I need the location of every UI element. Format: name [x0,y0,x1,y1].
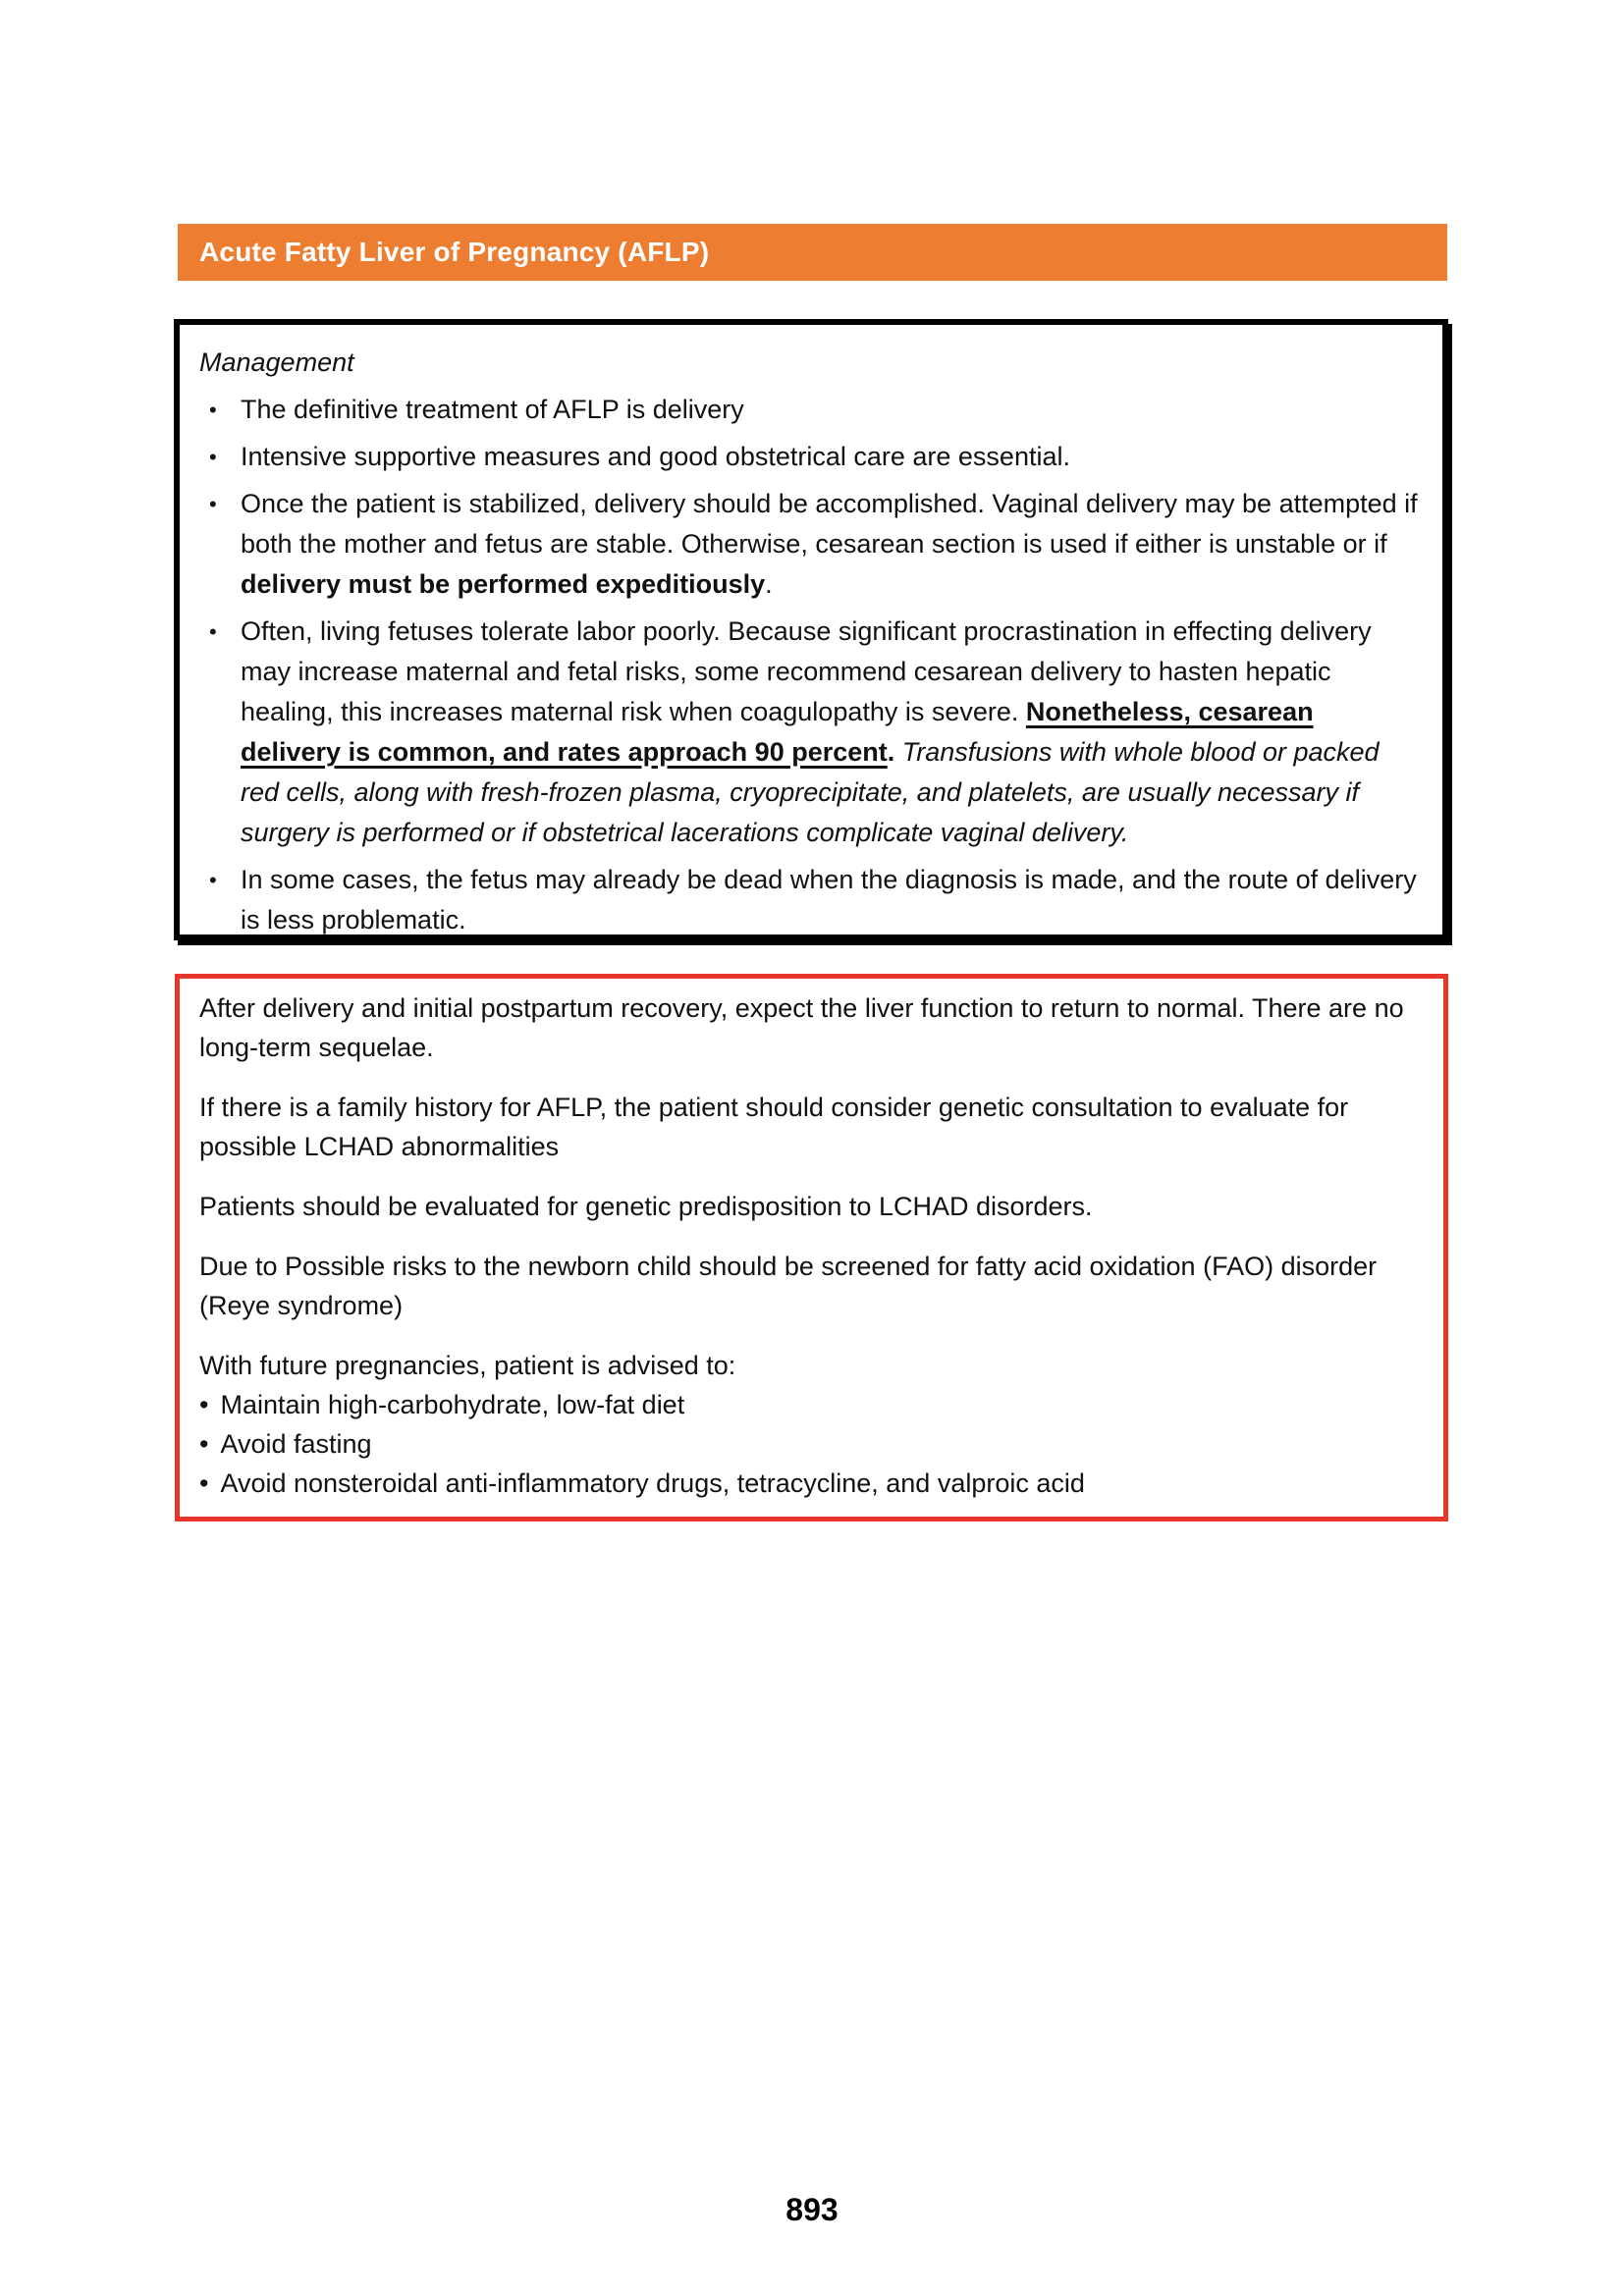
bullet-icon: • [209,619,217,644]
bullet-icon: • [209,868,217,892]
followup-box [175,974,1448,1522]
bullet-icon: • [199,1468,209,1498]
advice-item [199,1464,1420,1503]
bullet-text-bold: delivery must be performed expeditiously [241,569,766,599]
bullet-text-period: . [887,737,902,767]
bullet-text: In some cases, the fetus may already be dead when the diagnosis is made, and the route of delivery is less problematic. [241,865,1417,934]
management-bullet-list [199,390,1419,940]
followup-paragraph: After delivery and initial postpartum recovery, expect the liver function to return to normal. There are no long-term sequelae. [199,993,1404,1062]
bullet-text-italic: Transfusions with whole blood or packed red cells, along with fresh-frozen plasma, cryoprecipitate, and platelets, are usually necessary if surgery is performed or if obstetrical lacerations complicate vaginal delivery. [241,737,1380,847]
advice-text: Maintain high-carbohydrate, low-fat diet [220,1390,685,1419]
list-item [199,484,1419,605]
advice-item [199,1424,1420,1464]
bullet-text: The definitive treatment of AFLP is delivery [241,395,744,424]
section-title: Acute Fatty Liver of Pregnancy (AFLP) [199,237,710,267]
list-item [199,612,1419,853]
advice-block [199,1346,1420,1503]
advice-text: Avoid nonsteroidal anti-inflammatory drugs, tetracycline, and valproic acid [220,1468,1085,1498]
bullet-icon: • [209,398,217,422]
bullet-text [241,489,1418,599]
followup-paragraph: Due to Possible risks to the newborn child should be screened for fatty acid oxidation (FAO) disorder (Reye syndrome) [199,1252,1378,1320]
bullet-icon: • [209,445,217,469]
list-item [199,860,1419,940]
followup-paragraph: If there is a family history for AFLP, the patient should consider genetic consultation to evaluate for possible LCHAD abnormalities [199,1093,1349,1161]
list-item [199,390,1419,430]
section-header-bar [178,224,1447,281]
bullet-icon: • [199,1390,209,1419]
advice-intro: With future pregnancies, patient is advised to: [199,1351,736,1380]
bullet-text-end: . [765,569,773,599]
list-item [199,437,1419,477]
advice-text: Avoid fasting [220,1429,372,1459]
bullet-text-normal: Often, living fetuses tolerate labor poorly. Because significant procrastination in effecting delivery may increase maternal and fetal risks, some recommend cesarean delivery to hasten hepatic healing, this increases maternal risk when coagulopathy is severe. [241,616,1372,726]
bullet-icon: • [209,492,217,516]
followup-paragraph: Patients should be evaluated for genetic predisposition to LCHAD disorders. [199,1192,1093,1221]
page-number: 893 [785,2192,839,2227]
management-heading: Management [199,347,354,377]
advice-item [199,1385,1420,1424]
bullet-text-bold-underline: Nonetheless, cesarean delivery is common, and rates approach 90 percent [241,697,1314,767]
bullet-text [241,616,1380,847]
management-box [174,319,1448,940]
bullet-text: Intensive supportive measures and good obstetrical care are essential. [241,442,1070,471]
bullet-text-normal: Once the patient is stabilized, delivery should be accomplished. Vaginal delivery may be attempted if both the mother and fetus are stable. Otherwise, cesarean section is used if either is unstable or if [241,489,1418,559]
bullet-icon: • [199,1429,209,1459]
